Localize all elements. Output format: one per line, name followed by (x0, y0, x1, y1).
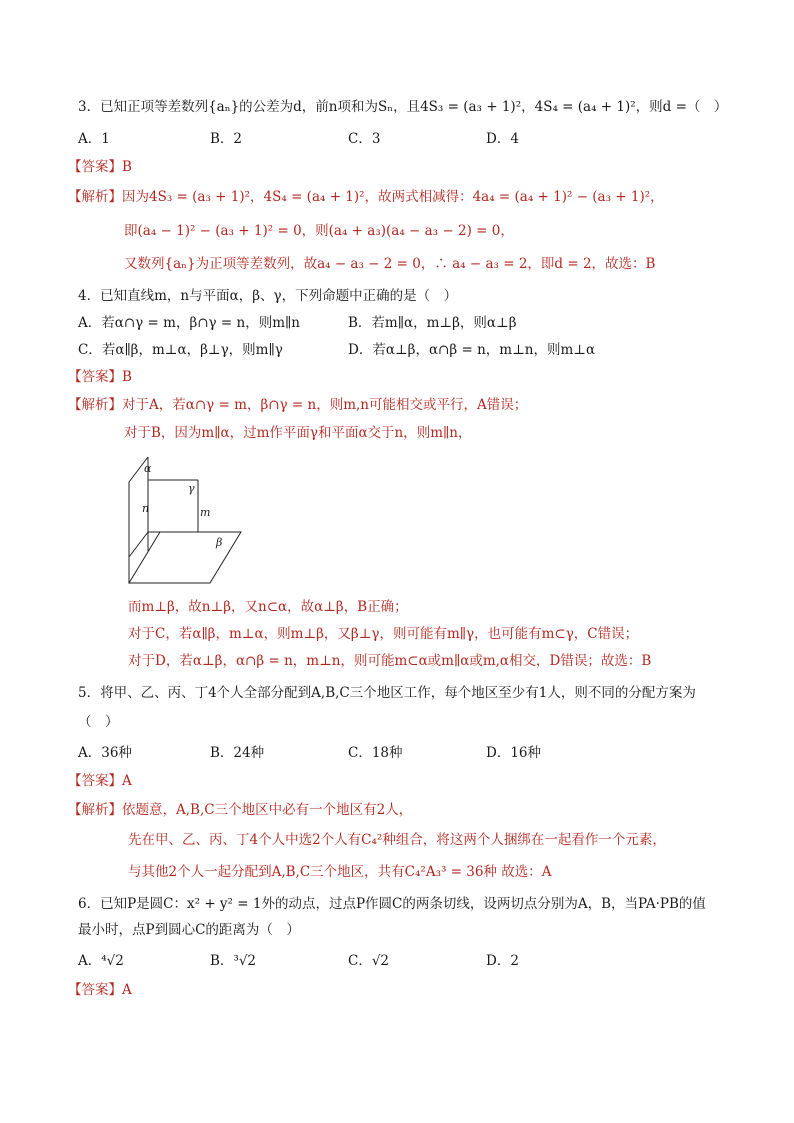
q3-option-a: A．1 (78, 131, 110, 147)
q3-answer (68, 157, 132, 177)
q5-analysis-line-2: 先在甲、乙、丙、丁4个人中选2个人有C₄²种组合，将这两个人捆绑在一起看作一个元素， (128, 832, 666, 848)
q6-stem-1: 6．已知P是圆C：x² + y² = 1外的动点，过点P作圆C的两条切线，设两切点分别为A，B，当PA·PB的值 (78, 896, 706, 912)
q3-analysis-line-3: 又数列{aₙ}为正项等差数列，故a₄ − a₃ − 2 = 0，∴ a₄ − a₃ = 2，即d = 2，故选：B (124, 256, 656, 272)
plane-figure (124, 452, 244, 588)
q3-option-d: D．4 (486, 131, 519, 147)
q4-analysis-line-2: 对于B，因为m∥α，过m作平面γ和平面α交于n，则m∥n， (124, 425, 472, 441)
q6-option-d: D．2 (486, 953, 519, 969)
q4-analysis-line-1: 【解析】对于A，若α∩γ = m，β∩γ = n，则m,n可能相交或平行，A错误； (68, 397, 528, 413)
q3-option-c: C．3 (348, 131, 381, 147)
q4-option-d: D．若α⊥β，α∩β = n，m⊥n，则m⊥α (348, 342, 596, 358)
answer-value: B (122, 159, 132, 175)
q4-option-b: B．若m∥α，m⊥β，则α⊥β (348, 315, 517, 331)
answer-value: A (122, 773, 132, 789)
analysis-tag: 【解析】 (68, 189, 122, 205)
label-m: m (200, 506, 211, 519)
answer-tag: 【答案】 (68, 159, 122, 175)
q6-answer (68, 980, 132, 1000)
q5-option-c: C．18种 (348, 745, 403, 761)
q5-option-d: D．16种 (486, 745, 542, 761)
q4-analysis-line-5: 对于D，若α⊥β，α∩β = n，m⊥n，则可能m⊂α或m∥α或m,α相交，D错误；故选：B (128, 653, 652, 669)
answer-value: A (122, 982, 132, 998)
answer-tag: 【答案】 (68, 773, 122, 789)
answer-tag: 【答案】 (68, 369, 122, 385)
q3-stem: 3．已知正项等差数列{aₙ}的公差为d，前n项和为Sₙ，且4S₃ = (a₃ + 1)²，4S₄ = (a₄ + 1)²，则d =（ ） (78, 99, 728, 115)
answer-value: B (122, 369, 132, 385)
label-beta: β (216, 536, 223, 549)
q5-analysis-line-3: 与其他2个人一起分配到A,B,C三个地区，共有C₄²A₃³ = 36种 故选：A (128, 864, 552, 880)
q5-answer (68, 771, 132, 791)
q6-option-a: A．⁴√2 (78, 953, 124, 969)
q4-stem: 4．已知直线m，n与平面α，β、γ，下列命题中正确的是（ ） (78, 288, 458, 304)
q3-option-b: B．2 (210, 131, 243, 147)
q6-option-b: B．³√2 (210, 953, 257, 969)
q6-option-c: C．√2 (348, 953, 390, 969)
plane-beta (129, 532, 241, 583)
q6-stem-2: 最小时，点P到圆心C的距离为（ ） (78, 922, 300, 938)
answer-tag: 【答案】 (68, 982, 122, 998)
q3-analysis-line-1: 【解析】因为4S₃ = (a₃ + 1)²，4S₄ = (a₄ + 1)²，故两式相减得：4a₄ = (a₄ + 1)² − (a₃ + 1)²， (68, 189, 664, 205)
label-n: n (142, 502, 150, 515)
q5-option-b: B．24种 (210, 745, 265, 761)
analysis-tag: 【解析】 (68, 397, 122, 413)
analysis-tag: 【解析】 (68, 802, 122, 818)
q4-answer (68, 367, 132, 387)
q4-option-a: A．若α∩γ = m，β∩γ = n，则m∥n (78, 315, 300, 331)
q4-option-c: C．若α∥β，m⊥α，β⊥γ，则m∥γ (78, 342, 283, 358)
q5-stem-2: （ ） (78, 714, 119, 730)
q4-analysis-line-3: 而m⊥β，故n⊥β，又n⊂α，故α⊥β，B正确； (128, 599, 408, 615)
q4-analysis-line-4: 对于C，若α∥β，m⊥α，则m⊥β，又β⊥γ，则可能有m∥γ，也可能有m⊂γ，C错误； (128, 626, 639, 642)
label-alpha: α (144, 462, 152, 475)
q5-stem-1: 5．将甲、乙、丙、丁4个人全部分配到A,B,C三个地区工作，每个地区至少有1人，则不同的分配方案为 (78, 685, 696, 701)
q5-option-a: A．36种 (78, 745, 132, 761)
q3-analysis-line-2: 即(a₄ − 1)² − (a₃ + 1)² = 0，则(a₄ + a₃)(a₄ − a₃ − 2) = 0， (124, 223, 514, 239)
q5-analysis-line-1: 【解析】依题意，A,B,C三个地区中必有一个地区有2人， (68, 802, 413, 818)
plane-diagonal (129, 532, 148, 557)
label-gamma: γ (188, 482, 195, 495)
